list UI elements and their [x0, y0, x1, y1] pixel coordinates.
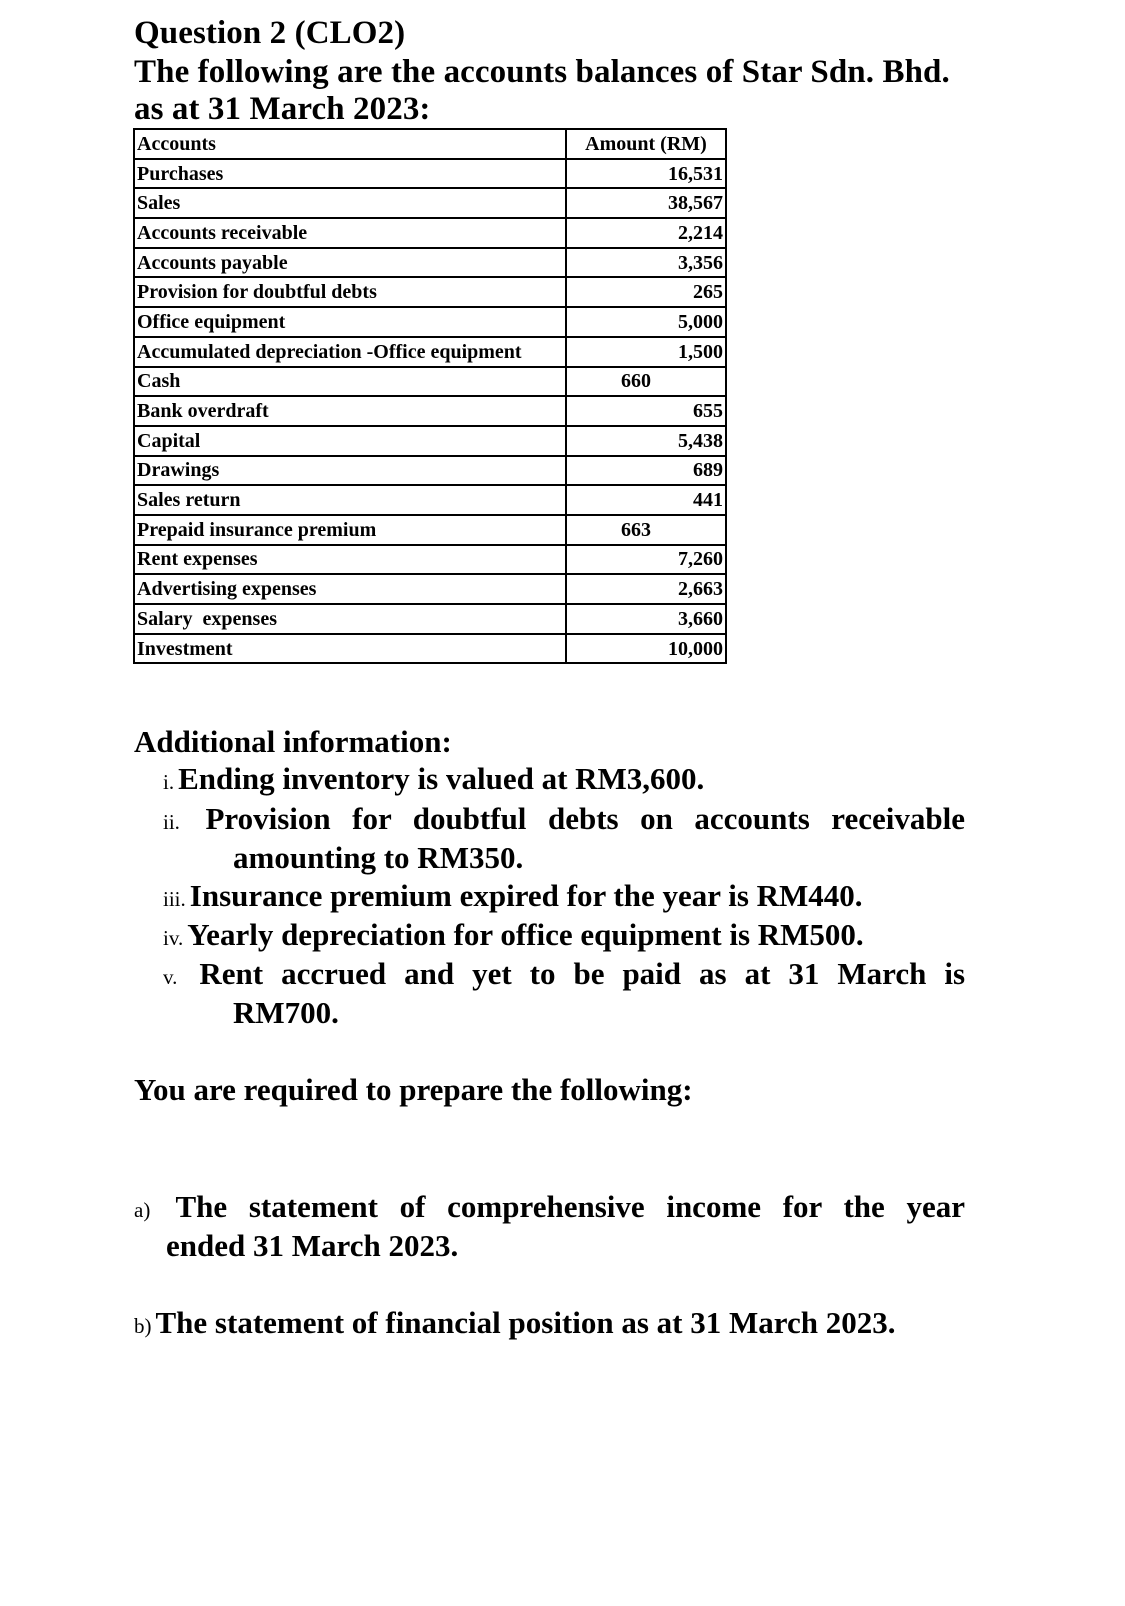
account-name: Bank overdraft — [134, 396, 566, 426]
account-amount: 655 — [566, 396, 726, 426]
table-row — [134, 574, 726, 604]
table-row — [134, 188, 726, 218]
account-amount: 2,214 — [566, 218, 726, 248]
list-marker: iii. — [163, 887, 186, 911]
table-row — [134, 634, 726, 664]
account-name: Sales — [134, 188, 566, 218]
requirement-b — [134, 1304, 895, 1345]
account-name: Capital — [134, 426, 566, 456]
table-row — [134, 248, 726, 278]
account-name: Provision for doubtful debts — [134, 277, 566, 307]
accounts-column-header: Accounts — [134, 129, 566, 159]
account-name: Accounts receivable — [134, 218, 566, 248]
account-name: Sales return — [134, 485, 566, 515]
question-intro-line-2: as at 31 March 2023: — [134, 91, 431, 127]
requirement-text: The statement of financial position as at 31 March 2023. — [155, 1305, 896, 1340]
info-text: Insurance premium expired for the year is RM440. — [189, 878, 863, 913]
table-row — [134, 337, 726, 367]
info-item-1 — [163, 760, 704, 801]
account-name: Cash — [134, 367, 566, 397]
table-row — [134, 159, 726, 189]
account-name: Prepaid insurance premium — [134, 515, 566, 545]
info-item-5 — [163, 955, 965, 996]
table-row — [134, 367, 726, 397]
info-item-2-continuation: amounting to RM350. — [233, 840, 524, 875]
list-marker: i. — [163, 770, 175, 794]
table-row — [134, 604, 726, 634]
list-marker: v. — [163, 965, 178, 989]
info-item-3 — [163, 877, 863, 918]
table-row — [134, 218, 726, 248]
account-amount: 7,260 — [566, 545, 726, 575]
account-name: Advertising expenses — [134, 574, 566, 604]
account-amount: 689 — [566, 456, 726, 486]
info-item-5-continuation: RM700. — [233, 995, 339, 1030]
info-text: Yearly depreciation for office equipment is RM500. — [187, 917, 864, 952]
account-amount: 16,531 — [566, 159, 726, 189]
table-row — [134, 277, 726, 307]
table-row — [134, 485, 726, 515]
account-name: Rent expenses — [134, 545, 566, 575]
question-title: Question 2 (CLO2) — [134, 15, 406, 51]
account-amount: 2,663 — [566, 574, 726, 604]
question-intro-line-1: The following are the accounts balances of Star Sdn. Bhd. — [134, 54, 950, 90]
requirement-a-continuation: ended 31 March 2023. — [166, 1228, 459, 1263]
additional-info-heading: Additional information: — [134, 724, 452, 759]
account-name: Drawings — [134, 456, 566, 486]
table-row — [134, 515, 726, 545]
account-name: Investment — [134, 634, 566, 664]
requirement-text: The statement of comprehensive income for the year — [175, 1189, 965, 1224]
table-row — [134, 456, 726, 486]
account-name: Office equipment — [134, 307, 566, 337]
account-amount: 660 — [566, 367, 726, 397]
account-name: Purchases — [134, 159, 566, 189]
account-amount: 1,500 — [566, 337, 726, 367]
info-text: Provision for doubtful debts on accounts receivable — [205, 801, 965, 836]
info-item-2 — [163, 800, 965, 841]
info-item-4 — [163, 916, 864, 957]
account-amount: 5,438 — [566, 426, 726, 456]
requirement-a — [134, 1188, 965, 1229]
table-row — [134, 307, 726, 337]
account-name: Accounts payable — [134, 248, 566, 278]
account-amount: 5,000 — [566, 307, 726, 337]
account-name: Accumulated depreciation -Office equipment — [134, 337, 566, 367]
account-amount: 3,660 — [566, 604, 726, 634]
account-name: Salary expenses — [134, 604, 566, 634]
account-amount: 663 — [566, 515, 726, 545]
info-text: Ending inventory is valued at RM3,600. — [178, 761, 705, 796]
account-amount: 38,567 — [566, 188, 726, 218]
list-marker: b) — [134, 1314, 152, 1338]
table-row — [134, 426, 726, 456]
table-row — [134, 396, 726, 426]
amount-column-header: Amount (RM) — [566, 129, 726, 159]
account-amount: 441 — [566, 485, 726, 515]
info-text: Rent accrued and yet to be paid as at 31 March is — [199, 956, 966, 991]
account-balances-table — [133, 128, 727, 664]
table-row — [134, 545, 726, 575]
table-header-row — [134, 129, 726, 159]
list-marker: ii. — [163, 810, 180, 834]
account-amount: 265 — [566, 277, 726, 307]
account-amount: 3,356 — [566, 248, 726, 278]
list-marker: iv. — [163, 926, 184, 950]
list-marker: a) — [134, 1198, 151, 1222]
account-amount: 10,000 — [566, 634, 726, 664]
requirements-heading: You are required to prepare the following: — [134, 1072, 693, 1107]
